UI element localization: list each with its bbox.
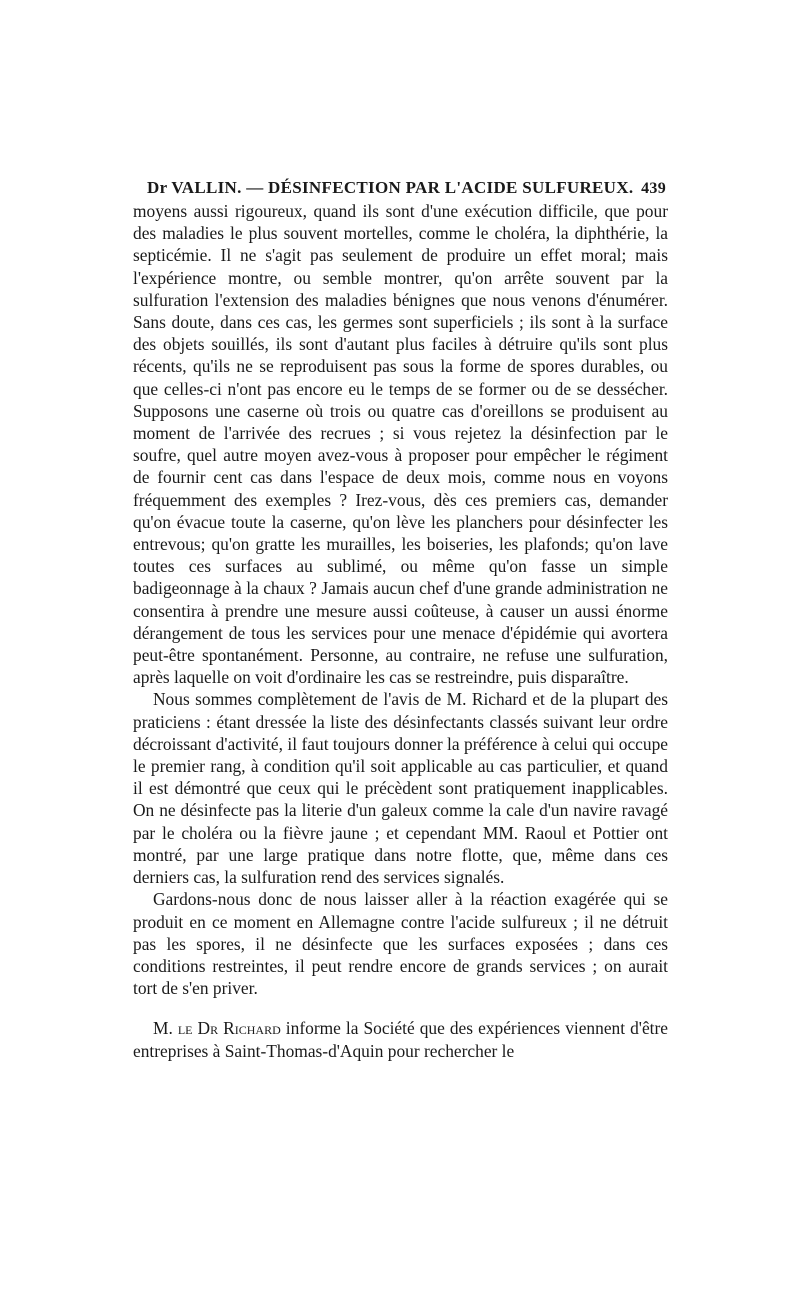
running-head (147, 178, 668, 198)
paragraph-3: Gardons-nous donc de nous laisser aller à la réaction exagérée qui se produit en ce moment en Allemagne contre l'acide sulfureux ; il ne détruit pas les spores, il ne désinfecte que les surfaces exposées ; dans ces conditions restreintes, il peut rendre encore de grands services ; on aurait tort de s'en priver. (133, 889, 668, 999)
paragraph-4 (133, 1017, 668, 1061)
running-head-title: Dr VALLIN. — DÉSINFECTION PAR L'ACIDE SULFUREUX. (147, 178, 634, 197)
paragraph-1: moyens aussi rigoureux, quand ils sont d'une exécution difficile, que pour des maladies le plus souvent mortelles, comme le choléra, la diphthérie, la septicémie. Il ne s'agit pas seulement de produire un effet moral; mais l'expérience montre, ou semble montrer, qu'on arrête souvent par la sulfuration l'extension des maladies bénignes que nous venons d'énumérer. Sans doute, dans ces cas, les germes sont superficiels ; ils sont à la surface des objets souillés, ils sont d'autant plus faciles à détruire qu'ils sont plus récents, qu'ils ne se reproduisent pas sous la forme de spores durables, ou que celles-ci n'ont pas encore eu le temps de se former ou de se dessécher. Supposons une caserne où trois ou quatre cas d'oreillons se produisent au moment de l'arrivée des recrues ; si vous rejetez la désinfection par le soufre, quel autre moyen avez-vous à proposer pour empêcher le régiment de fournir cent cas dans l'espace de deux mois, comme nous en voyons fréquemment des exemples ? Irez-vous, dès ces premiers cas, demander qu'on évacue toute la caserne, qu'on lève les planchers pour désinfecter les entrevous; qu'on gratte les murailles, les boiseries, les plafonds; qu'on lave toutes ces surfaces au sublimé, ou même qu'on fasse un simple badigeonnage à la chaux ? Jamais aucun chef d'une grande administration ne consentira à prendre une mesure aussi coûteuse, à causer un aussi énorme dérangement de tous les services pour une menace d'épidémie qui avortera peut-être spontanément. Personne, au contraire, ne refuse une sulfuration, après laquelle on voit d'ordinaire les cas se restreindre, puis disparaître. (133, 201, 668, 688)
section-gap (133, 999, 668, 1017)
speaker-name: M. le Dr Richard (153, 1018, 281, 1039)
paragraph-2: Nous sommes complètement de l'avis de M. Richard et de la plupart des praticiens : étant dressée la liste des désinfectants classés suivant leur ordre décroissant d'activité, il faut toujours donner la préférence à celui qui occupe le premier rang, à condition qu'il soit applicable au cas particulier, et quand il est démontré que ceux qui le précèdent sont pratiquement inapplicables. On ne désinfecte pas la literie d'un galeux comme la cale d'un navire ravagé par le choléra ou la fièvre jaune ; et cependant MM. Raoul et Pottier ont montré, par une large pratique dans notre flotte, que, même dans ces derniers cas, la sulfuration rend des services signalés. (133, 689, 668, 888)
page-number: 439 (641, 180, 666, 197)
book-page (133, 178, 668, 1062)
paragraph-4-text: informe la Société que des expériences viennent d'être entreprises à Saint-Thomas-d'Aquin pour rechercher le (133, 1018, 669, 1061)
